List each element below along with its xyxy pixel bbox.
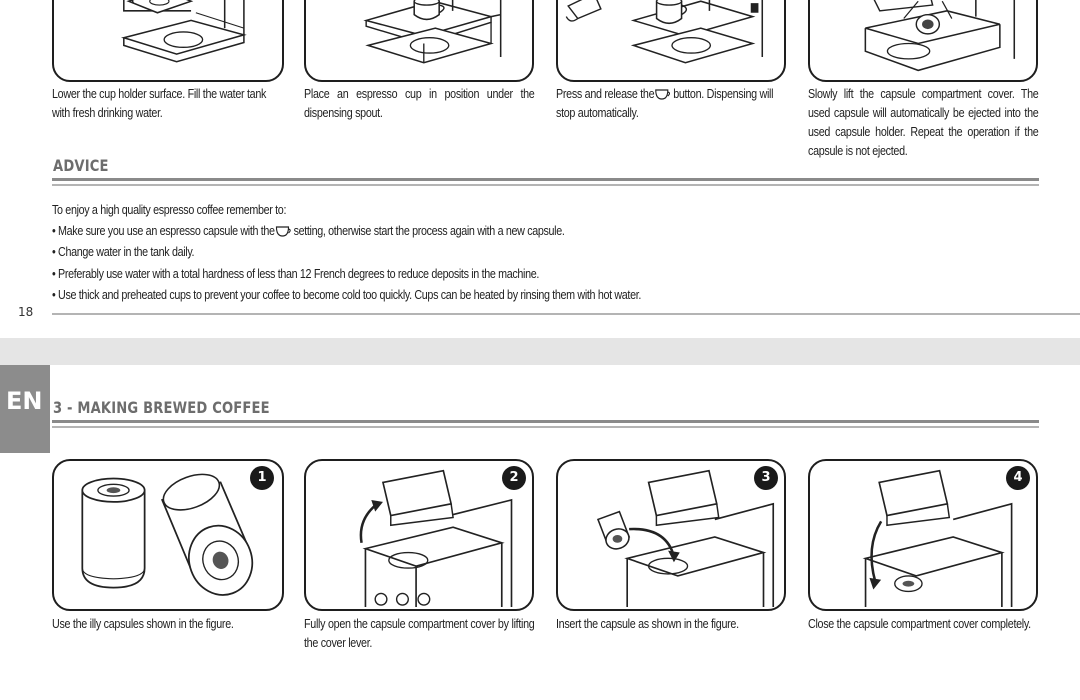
advice-bullet-hardness: • Preferably use water with a total hardness of less than 12 French degrees to reduce deposits in the machine. <box>52 267 540 281</box>
step-caption-open-cover: Fully open the capsule compartment cover by lifting the cover lever. <box>304 617 535 650</box>
espresso-cup-icon <box>276 225 293 237</box>
step-caption-water-tank: Lower the cup holder surface. Fill the water tank with fresh drinking water. <box>52 87 267 120</box>
step-illustration-water-tank <box>52 0 284 82</box>
step-caption-insert-capsule: Insert the capsule as shown in the figure. <box>556 617 739 631</box>
section-divider <box>52 420 1039 423</box>
advice-heading: ADVICE <box>53 156 109 175</box>
footer-divider <box>52 313 1080 315</box>
advice-bullet-cups: • Use thick and preheated cups to prevent your coffee to become cold too quickly. Cups can be heated by rinsing them with hot water. <box>52 288 641 302</box>
step-number-badge: 3 <box>754 466 778 490</box>
step-number-badge: 2 <box>502 466 526 490</box>
step-illustration-open-cover <box>304 459 534 611</box>
step-illustration-capsules <box>52 459 284 611</box>
section-heading: 3 - MAKING BREWED COFFEE <box>53 398 270 417</box>
step-caption-capsules: Use the illy capsules shown in the figure. <box>52 617 234 631</box>
step-caption-espresso-cup: Place an espresso cup in position under the dispensing spout. <box>304 87 535 120</box>
page-number: 18 <box>18 305 34 319</box>
step-number-badge: 1 <box>250 466 274 490</box>
advice-divider-thin <box>52 184 1039 186</box>
step-illustration-espresso-cup <box>304 0 534 82</box>
step-illustration-press-button <box>556 0 786 82</box>
section-divider-thin <box>52 426 1039 428</box>
advice-bullet-capsule: • Make sure you use an espresso capsule with the setting, otherwise start the process again with a new capsule. <box>52 224 565 238</box>
language-tab: EN <box>0 365 50 453</box>
espresso-cup-icon <box>655 88 672 100</box>
advice-bullet-water: • Change water in the tank daily. <box>52 245 195 259</box>
page-separator <box>0 338 1080 365</box>
step-illustration-close-cover <box>808 459 1038 611</box>
step-illustration-insert-capsule <box>556 459 786 611</box>
advice-intro: To enjoy a high quality espresso coffee remember to: <box>52 203 287 217</box>
advice-divider <box>52 178 1039 181</box>
step-caption-close-cover: Close the capsule compartment cover completely. <box>808 617 1031 631</box>
step-caption-press-button: Press and release the button. Dispensing will stop automatically. <box>556 87 774 120</box>
step-caption-lift-cover: Slowly lift the capsule compartment cover. The used capsule will automatically be ejected into the used capsule holder. Repeat the operation if the capsule is not ejected. <box>808 87 1039 158</box>
step-illustration-lift-cover <box>808 0 1038 82</box>
step-number-badge: 4 <box>1006 466 1030 490</box>
